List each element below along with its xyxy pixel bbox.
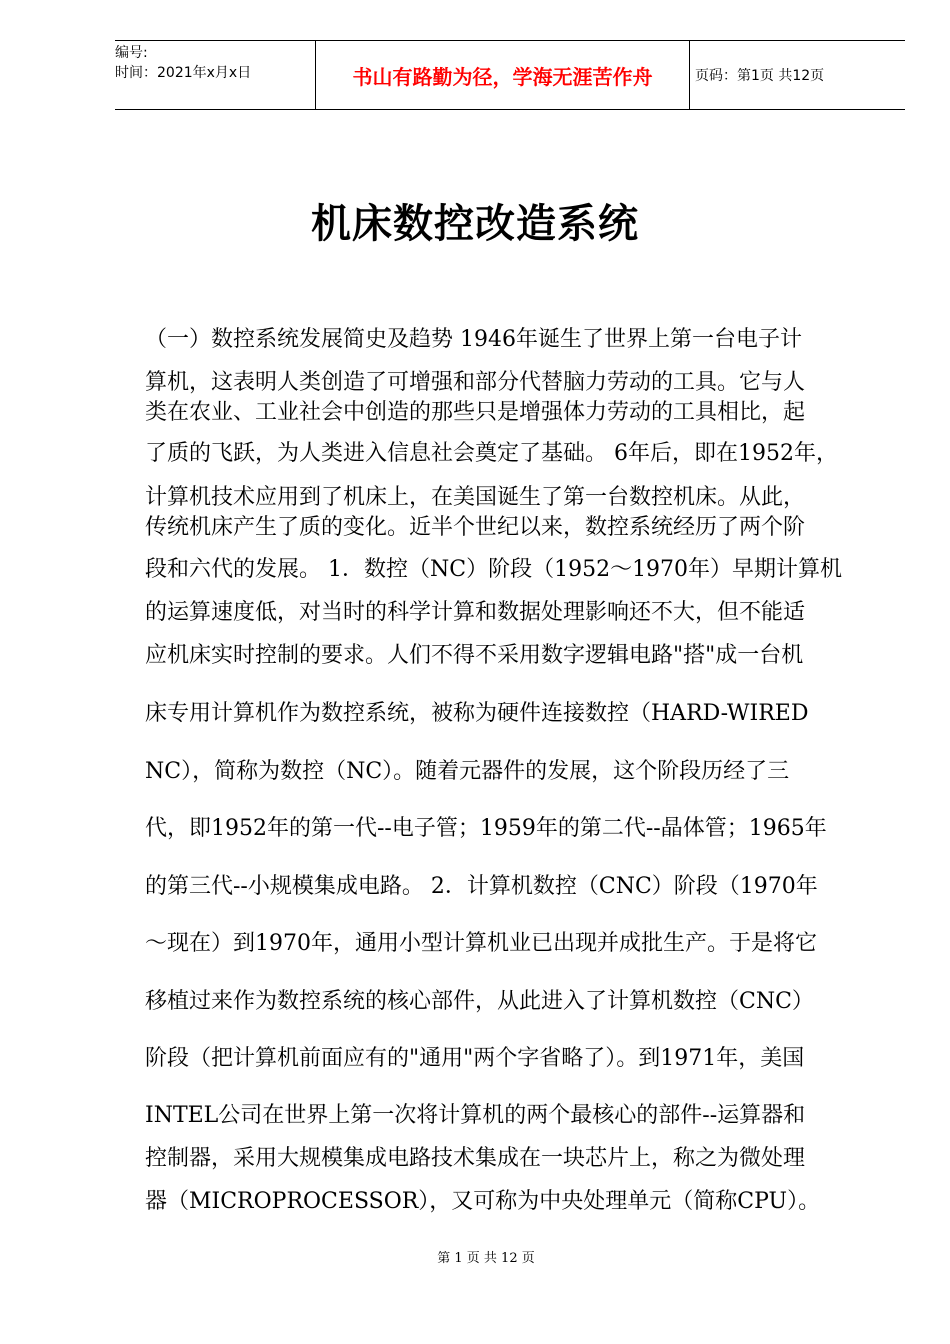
document-title: 机床数控改造系统 xyxy=(311,200,639,247)
body-line: NC），简称为数控（NC）。随着元器件的发展，这个阶段历经了三 xyxy=(145,759,790,784)
body-line: INTEL公司在世界上第一次将计算机的两个最核心的部件--运算器和 xyxy=(145,1103,806,1128)
page-footer: 第 1 页 共 12 页 xyxy=(437,1251,535,1266)
header-motto: 书山有路勤为径，学海无涯苦作舟 xyxy=(315,41,690,109)
body-line: 阶段（把计算机前面应有的"通用"两个字省略了）。到1971年，美国 xyxy=(145,1046,805,1071)
body-line: 控制器，采用大规模集成电路技术集成在一块芯片上，称之为微处理 xyxy=(145,1146,806,1171)
body-line: （一）数控系统发展简史及趋势 1946年诞生了世界上第一台电子计 xyxy=(145,327,802,352)
body-line: 器（MICROPROCESSOR），又可称为中央处理单元（简称CPU）。 xyxy=(145,1189,821,1214)
document-time-label: 时间：2021年x月x日 xyxy=(115,65,252,81)
document-number-label: 编号: xyxy=(115,45,148,61)
body-line: ～现在）到1970年，通用小型计算机业已出现并成批生产。于是将它 xyxy=(145,931,817,956)
header-page-info: 页码：第1页 共12页 xyxy=(695,68,825,84)
body-line: 计算机技术应用到了机床上，在美国诞生了第一台数控机床。从此， xyxy=(145,485,806,510)
body-line: 的第三代--小规模集成电路。 2．计算机数控（CNC）阶段（1970年 xyxy=(145,874,818,899)
page-header xyxy=(115,40,905,110)
body-line: 了质的飞跃，为人类进入信息社会奠定了基础。 6年后，即在1952年， xyxy=(145,441,838,466)
header-meta xyxy=(115,41,315,111)
body-line: 算机，这表明人类创造了可增强和部分代替脑力劳动的工具。它与人 xyxy=(145,370,806,395)
body-line: 移植过来作为数控系统的核心部件，从此进入了计算机数控（CNC） xyxy=(145,989,814,1014)
body-line: 段和六代的发展。 1．数控（NC）阶段（1952～1970年）早期计算机 xyxy=(145,557,843,582)
body-line: 应机床实时控制的要求。人们不得不采用数字逻辑电路"搭"成一台机 xyxy=(145,643,804,668)
body-line: 床专用计算机作为数控系统，被称为硬件连接数控（HARD-WIRED xyxy=(145,701,809,726)
body-line: 传统机床产生了质的变化。近半个世纪以来，数控系统经历了两个阶 xyxy=(145,515,806,540)
body-line: 的运算速度低，对当时的科学计算和数据处理影响还不大，但不能适 xyxy=(145,600,806,625)
body-line: 类在农业、工业社会中创造的那些只是增强体力劳动的工具相比，起 xyxy=(145,400,806,425)
body-line: 代，即1952年的第一代--电子管；1959年的第二代--晶体管；1965年 xyxy=(145,816,827,841)
